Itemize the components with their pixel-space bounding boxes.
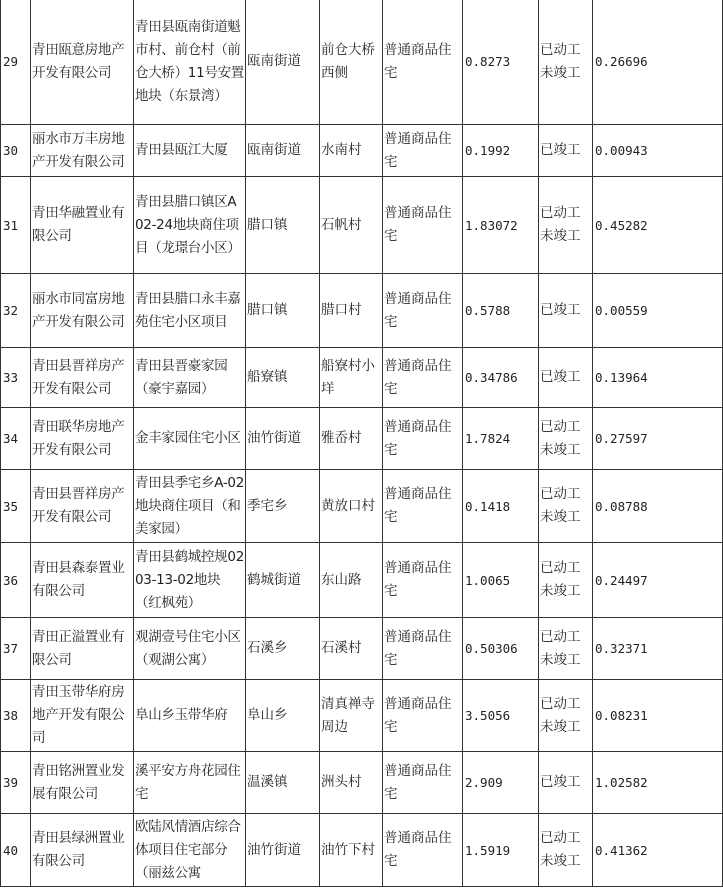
status-cell: 已竣工 (539, 752, 593, 814)
village-cell: 船寮村小垟 (320, 348, 383, 408)
village-cell: 黄放口村 (320, 470, 383, 543)
table-row (1, 680, 723, 752)
value1-cell: 0.5788 (463, 274, 539, 348)
project-cell: 青田县腊口永丰嘉苑住宅小区项目 (134, 274, 246, 348)
table-row (1, 177, 723, 274)
value2-cell: 0.08788 (593, 470, 723, 543)
street-cell: 油竹街道 (246, 814, 320, 887)
type-cell: 普通商品住宅 (383, 0, 463, 125)
row-number: 30 (1, 125, 31, 177)
value2-cell: 0.45282 (593, 177, 723, 274)
row-number: 39 (1, 752, 31, 814)
street-cell: 油竹街道 (246, 408, 320, 470)
value1-cell: 0.1992 (463, 125, 539, 177)
type-cell: 普通商品住宅 (383, 680, 463, 752)
value1-cell: 1.0065 (463, 543, 539, 618)
value1-cell: 0.34786 (463, 348, 539, 408)
value2-cell: 0.24497 (593, 543, 723, 618)
value1-cell: 1.5919 (463, 814, 539, 887)
type-cell: 普通商品住宅 (383, 470, 463, 543)
value1-cell: 0.1418 (463, 470, 539, 543)
company-cell: 丽水市同富房地产开发有限公司 (31, 274, 134, 348)
street-cell: 季宅乡 (246, 470, 320, 543)
status-cell: 已竣工 (539, 125, 593, 177)
value2-cell: 0.00559 (593, 274, 723, 348)
type-cell: 普通商品住宅 (383, 408, 463, 470)
value2-cell: 0.27597 (593, 408, 723, 470)
table-row (1, 752, 723, 814)
value2-cell: 0.08231 (593, 680, 723, 752)
type-cell: 普通商品住宅 (383, 125, 463, 177)
status-cell: 已动工未竣工 (539, 680, 593, 752)
company-cell: 青田正溢置业有限公司 (31, 618, 134, 680)
project-cell: 青田县瓯江大厦 (134, 125, 246, 177)
status-cell: 已动工未竣工 (539, 408, 593, 470)
table-row (1, 543, 723, 618)
value2-cell: 0.00943 (593, 125, 723, 177)
type-cell: 普通商品住宅 (383, 814, 463, 887)
table-row (1, 470, 723, 543)
village-cell: 水南村 (320, 125, 383, 177)
status-cell: 已竣工 (539, 348, 593, 408)
type-cell: 普通商品住宅 (383, 348, 463, 408)
table-row (1, 125, 723, 177)
type-cell: 普通商品住宅 (383, 618, 463, 680)
street-cell: 温溪镇 (246, 752, 320, 814)
table-row (1, 618, 723, 680)
project-cell: 青田县季宅乡A-02地块商住项目（和美家园） (134, 470, 246, 543)
company-cell: 青田县森泰置业有限公司 (31, 543, 134, 618)
street-cell: 瓯南街道 (246, 125, 320, 177)
type-cell: 普通商品住宅 (383, 752, 463, 814)
project-cell: 金丰家园住宅小区 (134, 408, 246, 470)
project-cell: 青田县鹤城控规0203-13-02地块（红枫苑） (134, 543, 246, 618)
village-cell: 清真禅寺周边 (320, 680, 383, 752)
street-cell: 腊口镇 (246, 177, 320, 274)
value2-cell: 0.32371 (593, 618, 723, 680)
project-cell: 欧陆风情酒店综合体项目住宅部分（丽兹公寓 (134, 814, 246, 887)
type-cell: 普通商品住宅 (383, 274, 463, 348)
row-number: 36 (1, 543, 31, 618)
row-number: 31 (1, 177, 31, 274)
value2-cell: 1.02582 (593, 752, 723, 814)
village-cell: 腊口村 (320, 274, 383, 348)
value1-cell: 0.50306 (463, 618, 539, 680)
project-cell: 青田县腊口镇区A02-24地块商住项目（龙璟台小区） (134, 177, 246, 274)
status-cell: 已动工未竣工 (539, 470, 593, 543)
table-row (1, 814, 723, 887)
status-cell: 已动工未竣工 (539, 177, 593, 274)
status-cell: 已动工未竣工 (539, 618, 593, 680)
status-cell: 已动工未竣工 (539, 0, 593, 125)
table-row (1, 348, 723, 408)
project-cell: 青田县晋豪家园（豪宇嘉园） (134, 348, 246, 408)
street-cell: 腊口镇 (246, 274, 320, 348)
value1-cell: 1.83072 (463, 177, 539, 274)
value1-cell: 2.909 (463, 752, 539, 814)
row-number: 38 (1, 680, 31, 752)
company-cell: 青田县晋祥房产开发有限公司 (31, 348, 134, 408)
row-number: 35 (1, 470, 31, 543)
company-cell: 青田县晋祥房产开发有限公司 (31, 470, 134, 543)
company-cell: 青田瓯意房地产开发有限公司 (31, 0, 134, 125)
type-cell: 普通商品住宅 (383, 543, 463, 618)
street-cell: 阜山乡 (246, 680, 320, 752)
company-cell: 青田华融置业有限公司 (31, 177, 134, 274)
street-cell: 石溪乡 (246, 618, 320, 680)
value1-cell: 1.7824 (463, 408, 539, 470)
table-row (1, 274, 723, 348)
value2-cell: 0.26696 (593, 0, 723, 125)
company-cell: 青田玉带华府房地产开发有限公司 (31, 680, 134, 752)
row-number: 33 (1, 348, 31, 408)
row-number: 34 (1, 408, 31, 470)
company-cell: 青田县绿洲置业有限公司 (31, 814, 134, 887)
project-cell: 溪平安方舟花园住宅 (134, 752, 246, 814)
company-cell: 丽水市万丰房地产开发有限公司 (31, 125, 134, 177)
village-cell: 石帆村 (320, 177, 383, 274)
village-cell: 石溪村 (320, 618, 383, 680)
table-row (1, 0, 723, 125)
village-cell: 油竹下村 (320, 814, 383, 887)
type-cell: 普通商品住宅 (383, 177, 463, 274)
row-number: 37 (1, 618, 31, 680)
row-number: 32 (1, 274, 31, 348)
value1-cell: 3.5056 (463, 680, 539, 752)
table-row (1, 408, 723, 470)
status-cell: 已动工未竣工 (539, 543, 593, 618)
status-cell: 已动工未竣工 (539, 814, 593, 887)
project-cell: 阜山乡玉带华府 (134, 680, 246, 752)
street-cell: 瓯南街道 (246, 0, 320, 125)
village-cell: 东山路 (320, 543, 383, 618)
company-cell: 青田铭洲置业发展有限公司 (31, 752, 134, 814)
project-cell: 青田县瓯南街道魁市村、前仓村（前仓大桥）11号安置地块（东景湾） (134, 0, 246, 125)
project-cell: 观湖壹号住宅小区（观湖公寓） (134, 618, 246, 680)
street-cell: 船寮镇 (246, 348, 320, 408)
village-cell: 前仓大桥西侧 (320, 0, 383, 125)
value2-cell: 0.13964 (593, 348, 723, 408)
value2-cell: 0.41362 (593, 814, 723, 887)
company-cell: 青田联华房地产开发有限公司 (31, 408, 134, 470)
row-number: 40 (1, 814, 31, 887)
value1-cell: 0.8273 (463, 0, 539, 125)
row-number: 29 (1, 0, 31, 125)
status-cell: 已竣工 (539, 274, 593, 348)
village-cell: 洲头村 (320, 752, 383, 814)
village-cell: 雅岙村 (320, 408, 383, 470)
street-cell: 鹤城街道 (246, 543, 320, 618)
